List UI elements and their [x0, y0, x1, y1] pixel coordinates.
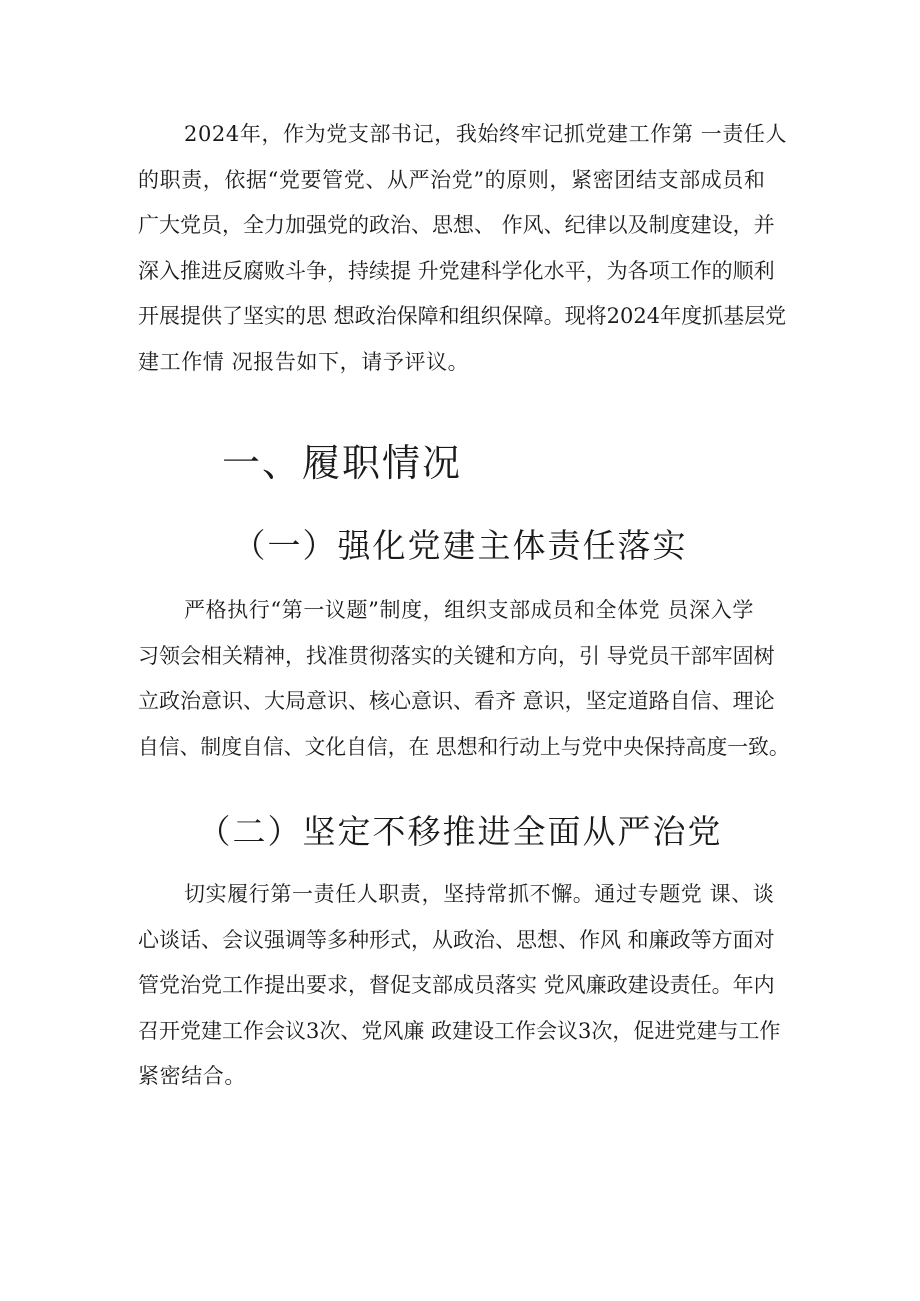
subsection-two-line-2: 心谈话、会议强调等多种形式，从政治、思想、作风 和廉政等方面对 [138, 927, 775, 952]
subsection-one-line-1: 严格执行“第一议题”制度，组织支部成员和全体党 员深入学 [184, 598, 754, 622]
subsection-one-line-4: 自信、制度自信、文化自信，在 思想和行动上与党中央保持高度一致。 [138, 734, 790, 759]
subsection-one-paragraph [138, 588, 790, 770]
intro-line-5: 开展提供了坚实的思 想政治保障和组织保障。现将2024年度抓基层党 [138, 304, 787, 329]
subsection-two-line-4: 召开党建工作会议3次、党风廉 政建设工作会议3次，促进党建与工作 [138, 1018, 781, 1043]
subsection-two-line-5: 紧密结合。 [138, 1064, 246, 1089]
subsection-two-line-3: 管党治党工作提出要求，督促支部成员落实 党风廉政建设责任。年内 [138, 973, 775, 998]
subsection-two-heading: （二）坚定不移推进全面从严治党 [197, 812, 723, 851]
subsection-one-heading: （一）强化党建主体责任落实 [232, 526, 688, 565]
subsection-two-paragraph [138, 872, 790, 1100]
subsection-two-line-1: 切实履行第一责任人职责，坚持常抓不懈。通过专题党 课、谈 [184, 882, 775, 906]
intro-line-4: 深入推进反腐败斗争，持续提 升党建科学化水平，为各项工作的顺利 [138, 258, 775, 283]
intro-line-2: 的职责，依据“党要管党、从严治党”的原则，紧密团结支部成员和 [138, 167, 766, 192]
subsection-one-line-2: 习领会相关精神，找准贯彻落实的关键和方向，引 导党员干部牢固树 [138, 643, 775, 668]
intro-line-3: 广大党员，全力加强党的政治、思想、 作风、纪律以及制度建设，并 [138, 213, 775, 238]
intro-line-6: 建工作情 况报告如下，请予评议。 [138, 349, 470, 374]
subsection-one-line-3: 立政治意识、大局意识、核心意识、看齐 意识，坚定道路自信、理论 [138, 689, 775, 714]
section-one-heading: 一、履职情况 [222, 441, 463, 485]
intro-line-1: 2024年，作为党支部书记，我始终牢记抓党建工作第 一责任人 [184, 122, 788, 146]
intro-paragraph [138, 112, 790, 386]
